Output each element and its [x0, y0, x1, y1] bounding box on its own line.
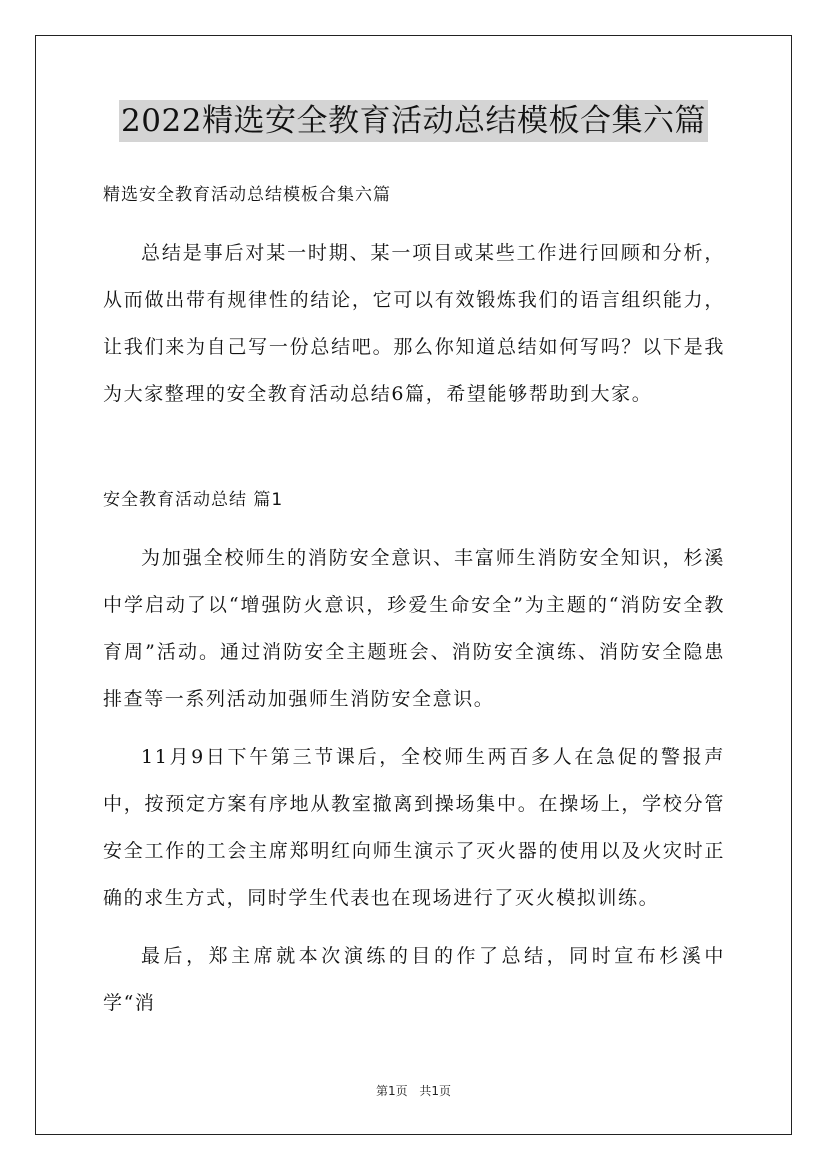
intro-paragraph: 总结是事后对某一时期、某一项目或某些工作进行回顾和分析，从而做出带有规律性的结论，它可以有效锻炼我们的语言组织能力，让我们来为自己写一份总结吧。那么你知道总结如何写吗？以下是我为大家整理的安全教育活动总结6篇，希望能够帮助到大家。 — [103, 242, 725, 405]
document-title: 2022精选安全教育活动总结模板合集六篇 — [119, 100, 708, 142]
body-paragraph: 最后，郑主席就本次演练的目的作了总结，同时宣布杉溪中学“消 — [103, 945, 725, 1014]
page-footer — [0, 1082, 827, 1099]
body-paragraph: 为加强全校师生的消防安全意识、丰富师生消防安全知识，杉溪中学启动了以“增强防火意识，珍爱生命安全”为主题的“消防安全教育周”活动。通过消防安全主题班会、消防安全演练、消防安全隐患排查等一系列活动加强师生消防安全意识。 — [103, 547, 725, 710]
page-number-total: 共1页 — [419, 1084, 452, 1098]
document-subtitle: 精选安全教育活动总结模板合集六篇 — [103, 185, 391, 205]
section-heading: 安全教育活动总结 篇1 — [103, 490, 284, 510]
body-paragraph: 11月9日下午第三节课后，全校师生两百多人在急促的警报声中，按预定方案有序地从教室撤离到操场集中。在操场上，学校分管安全工作的工会主席郑明红向师生演示了灭火器的使用以及火灾时正确的求生方式，同时学生代表也在现场进行了灭火模拟训练。 — [103, 746, 725, 909]
document-body — [103, 172, 725, 1027]
title-container — [0, 100, 827, 142]
page-number-current: 第1页 — [375, 1084, 408, 1098]
